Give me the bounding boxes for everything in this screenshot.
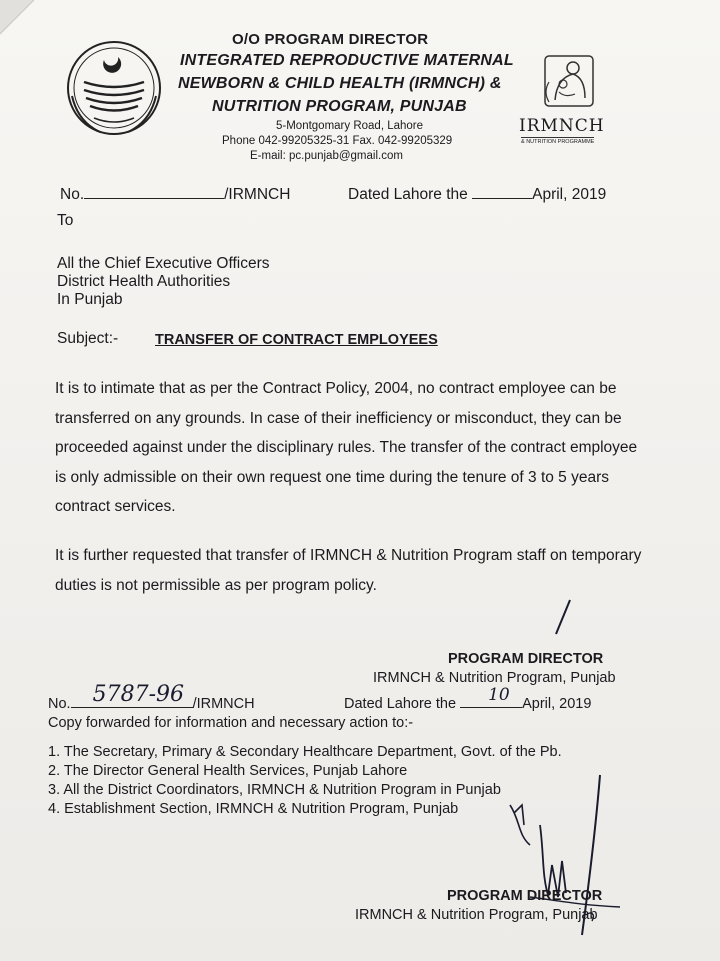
pen-tick-mark (548, 598, 578, 638)
handwritten-date: 10 (488, 685, 510, 705)
handwritten-dispatch-number: 5787-96 (92, 682, 184, 707)
copy-signatory-org: IRMNCH & Nutrition Program, Punjab (355, 907, 598, 923)
list-item: 4. Establishment Section, IRMNCH & Nutrition Program, Punjab (48, 801, 459, 817)
header-email: E-mail: pc.punjab@gmail.com (250, 150, 403, 162)
copy-number-line (48, 682, 255, 712)
copy-forward-text: Copy forwarded for information and necessary action to:- (48, 715, 414, 731)
letter-no-suffix: /IRMNCH (224, 186, 291, 203)
header-program-line3: NUTRITION PROGRAM, PUNJAB (212, 98, 467, 115)
signatory-title: PROGRAM DIRECTOR (448, 651, 604, 667)
letter-date-blank (472, 198, 532, 199)
addressee-block (57, 255, 270, 309)
irmnch-logo-wordmark: IRMNCH (519, 116, 605, 136)
header-address: 5-Montgomary Road, Lahore (276, 120, 424, 132)
paragraph-text: It is to intimate that as per the Contract Policy, 2004, no contract employee can be transferred on any grounds. In case of their inefficiency or misconduct, they can be proceeded against under the disciplinary rules. The transfer of the contract employee is only admissible on their own request one time during the tenure of 3 to 5 years contract services. (55, 380, 638, 515)
subject-text: TRANSFER OF CONTRACT EMPLOYEES (155, 332, 438, 348)
letter-date-line (348, 186, 606, 204)
copy-date-blank (460, 685, 522, 708)
addressee-line: In Punjab (57, 291, 123, 308)
copy-no-suffix: /IRMNCH (192, 696, 255, 712)
letter-to: To (57, 212, 74, 229)
copy-signatory-title: PROGRAM DIRECTOR (447, 888, 603, 904)
letter-no-label: No. (60, 186, 85, 203)
irmnch-logo-tagline: & NUTRITION PROGRAMME (521, 139, 595, 145)
header-program-line1: INTEGRATED REPRODUCTIVE MATERNAL (180, 52, 514, 69)
header-office: O/O PROGRAM DIRECTOR (232, 31, 429, 48)
copy-no-blank (71, 682, 193, 708)
list-item: 2. The Director General Health Services, Punjab Lahore (48, 763, 408, 779)
copy-date-suffix: April, 2019 (522, 696, 592, 712)
body-paragraph-1 (55, 374, 645, 522)
copy-date-line (344, 685, 592, 712)
paragraph-text: It is further requested that transfer of IRMNCH & Nutrition Program staff on temporary duties is not permissible as per program policy. (55, 547, 642, 594)
body-paragraph-2 (55, 541, 645, 600)
header-phone: Phone 042-99205325-31 Fax. 042-99205329 (222, 135, 453, 147)
letter-number-line (60, 186, 290, 204)
paper-fold-corner (0, 0, 40, 40)
letter-dated-label: Dated Lahore the (348, 186, 468, 203)
copy-dated-label: Dated Lahore the (344, 696, 457, 712)
copy-recipient-list (48, 743, 562, 819)
punjab-emblem-logo (64, 38, 164, 138)
header-program-line2: NEWBORN & CHILD HEALTH (IRMNCH) & (178, 75, 502, 92)
copy-no-label: No. (48, 696, 71, 712)
letter-dated-suffix: April, 2019 (532, 186, 607, 203)
addressee-line: All the Chief Executive Officers (57, 255, 270, 272)
addressee-line: District Health Authorities (57, 273, 231, 290)
letter-no-blank (84, 198, 224, 199)
list-item: 1. The Secretary, Primary & Secondary Healthcare Department, Govt. of the Pb. (48, 744, 562, 760)
subject-label: Subject:- (57, 330, 119, 347)
list-item: 3. All the District Coordinators, IRMNCH & Nutrition Program in Punjab (48, 782, 501, 798)
signatory-org: IRMNCH & Nutrition Program, Punjab (373, 670, 616, 686)
